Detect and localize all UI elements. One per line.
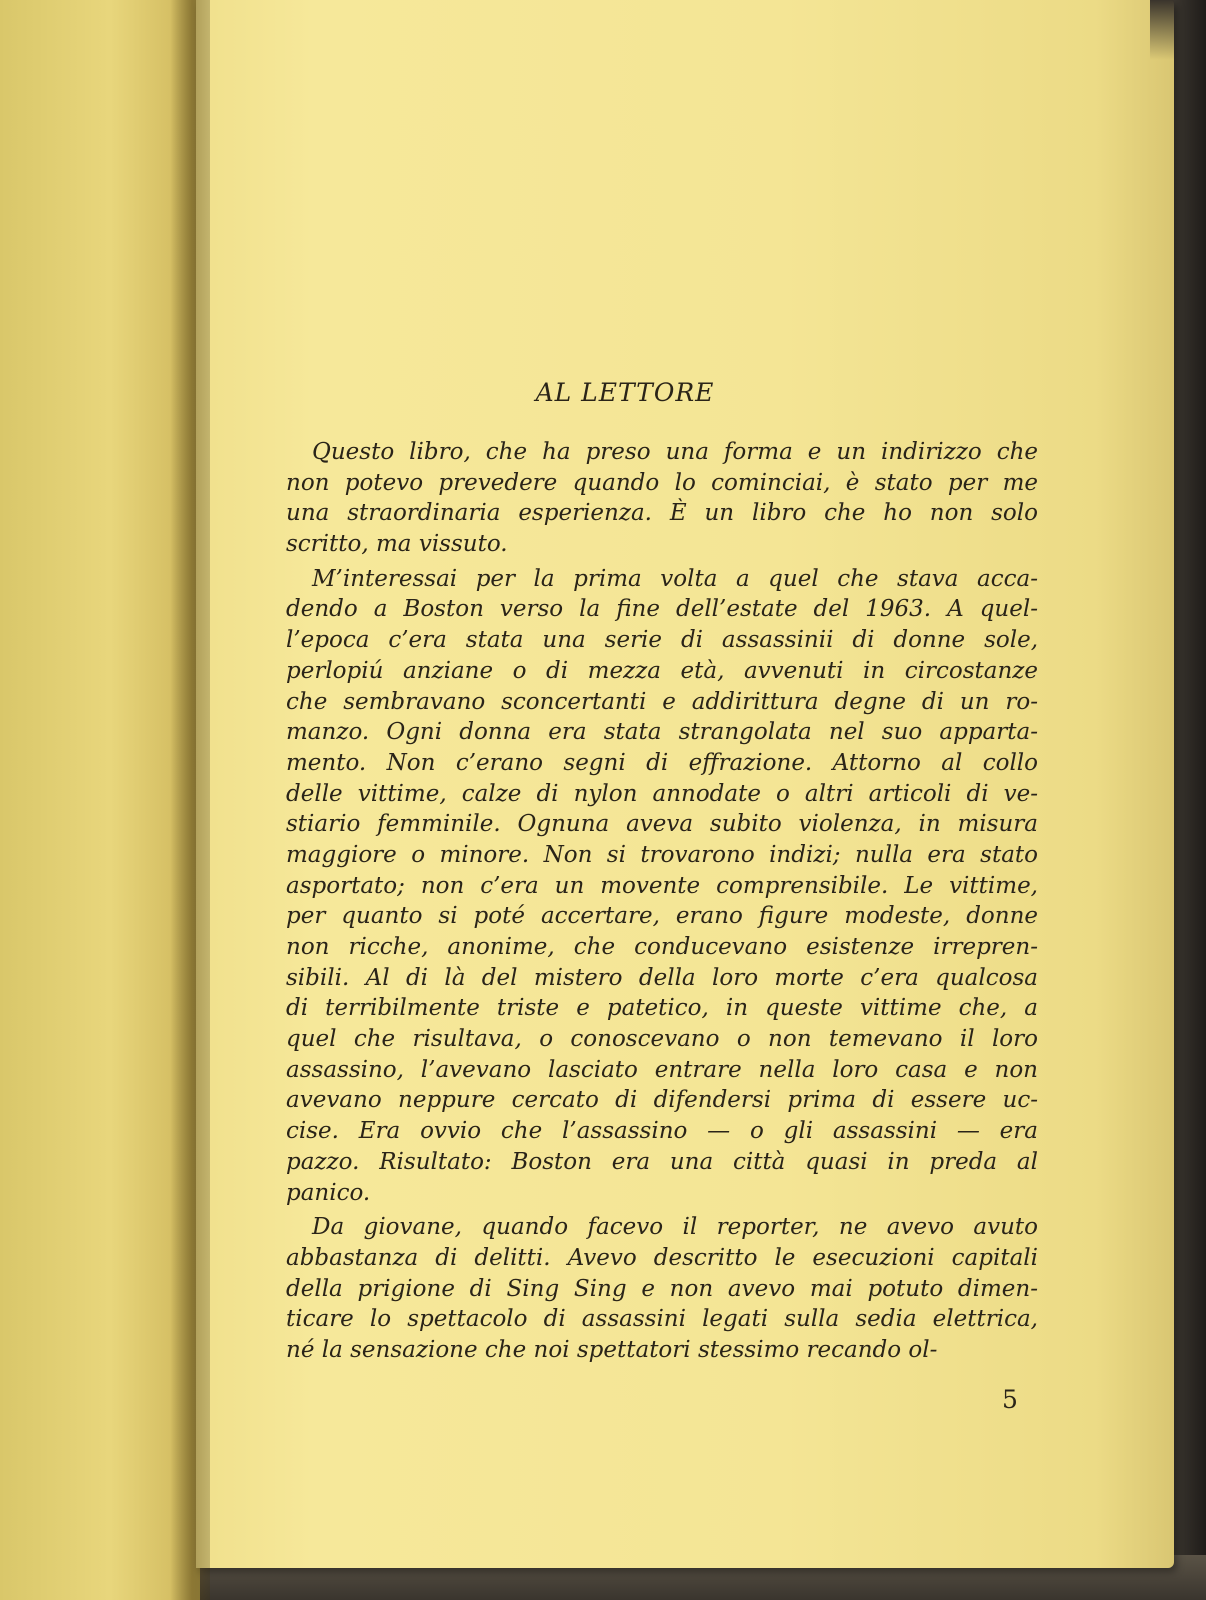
text-line: ticare lo spettacolo di assassini legati sulla sedia elettrica, <box>286 1306 1038 1333</box>
text-line: mento. Non c’erano segni di effrazione. Attorno al collo <box>286 749 1038 776</box>
text-line: scritto, ma vissuto. <box>286 531 508 558</box>
text-line: manzo. Ogni donna era stata strangolata nel suo apparta- <box>286 719 1038 746</box>
page-gutter <box>170 0 210 1600</box>
text-line: che sembravano sconcertanti e addirittura degne di un ro- <box>286 688 1038 715</box>
text-line: abbastanza di delitti. Avevo descritto le esecuzioni capitali <box>286 1244 1038 1271</box>
text-line: l’epoca c’era stata una serie di assassinii di donne sole, <box>286 627 1038 654</box>
text-line: avevano neppure cercato di difendersi prima di essere uc- <box>286 1087 1038 1114</box>
text-line: non potevo prevedere quando lo cominciai, è stato per me <box>286 469 1038 496</box>
text-line: di terribilmente triste e patetico, in queste vittime che, a <box>286 995 1038 1022</box>
text-line: maggiore o minore. Non si trovarono indizi; nulla era stato <box>286 841 1038 868</box>
text-line: M’interessai per la prima volta a quel che stava acca- <box>312 565 1038 592</box>
text-line: dendo a Boston verso la fine dell’estate del 1963. A quel- <box>286 596 1038 623</box>
text-line: pazzo. Risultato: Boston era una città quasi in preda al <box>286 1148 1038 1175</box>
text-line: Questo libro, che ha preso una forma e un indirizzo che <box>312 439 1038 465</box>
text-line: non ricche, anonime, che conducevano esistenze irrepren- <box>286 934 1038 960</box>
text-line: perlopiú anziane o di mezza età, avvenuti in circostanze <box>286 657 1038 684</box>
text-line: quel che risultava, o conoscevano o non temevano il loro <box>286 1026 1038 1053</box>
page-number: 5 <box>1002 1385 1018 1414</box>
text-line: panico. <box>286 1179 371 1206</box>
text-line: stiario femminile. Ognuna aveva subito violenza, in misura <box>286 811 1038 838</box>
text-line: Da giovane, quando facevo il reporter, ne avevo avuto <box>312 1214 1038 1241</box>
chapter-heading: AL LETTORE <box>535 378 715 407</box>
text-line: una straordinaria esperienza. È un libro che ho non solo <box>286 500 1038 527</box>
text-line: per quanto si poté accertare, erano figure modeste, donne <box>286 903 1038 930</box>
text-line: della prigione di Sing Sing e non avevo mai potuto dimen- <box>286 1275 1038 1302</box>
text-line: delle vittime, calze di nylon annodate o altri articoli di ve- <box>286 780 1038 807</box>
text-line: asportato; non c’era un movente comprensibile. Le vittime, <box>286 872 1038 899</box>
body-text <box>286 437 1038 1366</box>
page-edge <box>1150 0 1174 60</box>
text-line: assassino, l’avevano lasciato entrare nella loro casa e non <box>286 1056 1038 1083</box>
text-line: cise. Era ovvio che l’assassino — o gli assassini — era <box>286 1118 1038 1145</box>
text-line: né la sensazione che noi spettatori stessimo recando ol- <box>286 1336 938 1363</box>
text-line: sibili. Al di là del mistero della loro morte c’era qualcosa <box>286 964 1038 991</box>
